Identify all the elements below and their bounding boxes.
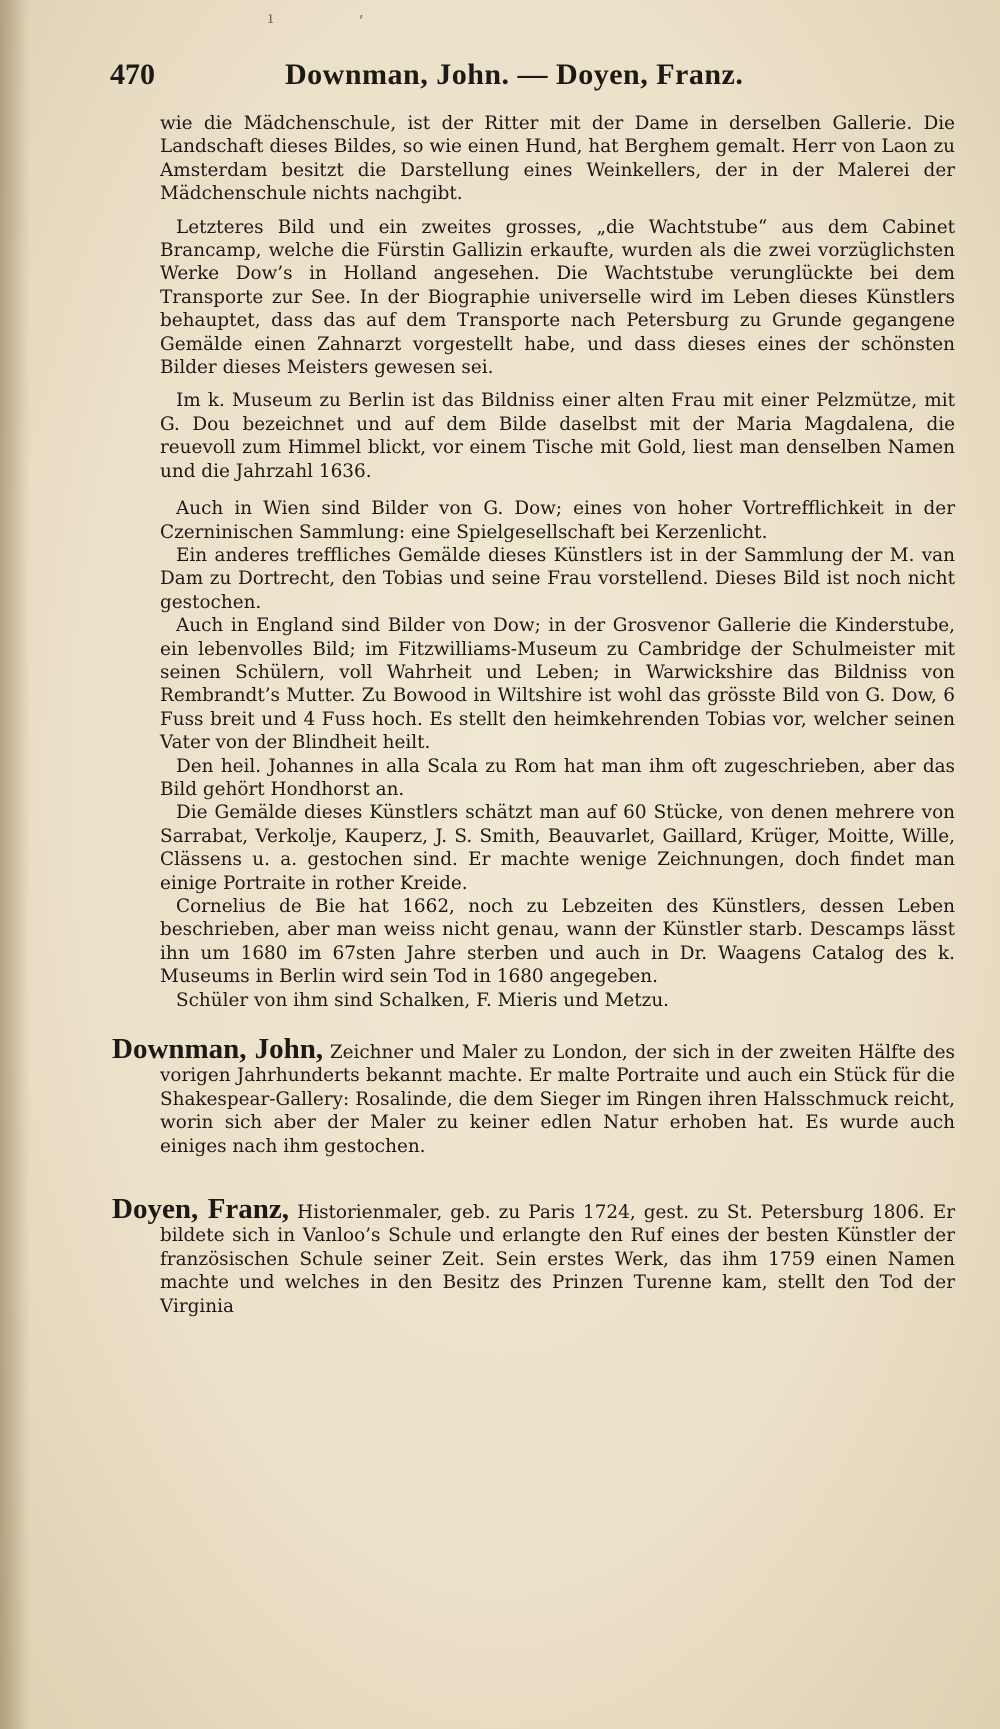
paragraph: Ein anderes treffliches Gemälde dieses Künstlers ist in der Sammlung der M. van Dam zu Dortrecht, den Tobias und seine Frau vorstellend. Dieses Bild ist noch nicht gestochen. <box>160 544 955 613</box>
running-title: Downman, John. — Doyen, Franz. <box>285 58 744 91</box>
page-header <box>110 58 960 102</box>
entry-doyen <box>112 1193 955 1318</box>
paragraph: wie die Mädchenschule, ist der Ritter mit der Dame in derselben Gallerie. Die Landschaft dieses Bildes, so wie einen Hund, hat Berghem gemalt. Herr von Laon zu Amsterdam besitzt die Darstellung eines Weinkellers, der in der Malerei der Mädchenschule nichts nachgibt. <box>160 113 955 205</box>
paragraph: Die Gemälde dieses Künstlers schätzt man auf 60 Stücke, von denen mehrere von Sarrabat, Verkolje, Kauperz, J. S. Smith, Beauvarlet, Gaillard, Krüger, Moitte, Wille, Clässens u. a. gestochen sind. Er machte wenige Zeichnungen, doch findet man einige Portraite in rother Kreide. <box>160 802 955 894</box>
entry-downman <box>112 1033 955 1158</box>
entry-text: Historienmaler, geb. zu Paris 1724, gest. zu St. Petersburg 1806. Er bildete sich in Vanloo’s Schule und erlangte den Ruf eines der besten Künstler der französischen Schule seiner Zeit. Sein erstes Werk, das ihm 1759 einen Namen machte und welches in den Besitz des Prinzen Turenne kam, stellt den Tod der Virginia <box>160 1202 955 1317</box>
entry-text: Zeichner und Maler zu London, der sich in der zweiten Hälfte des vorigen Jahrhunderts bekannt machte. Er malte Portraite und auch ein Stück für die Shakespear-Gallery: Rosalinde, die dem Sieger im Ringen ihren Halsschmuck reicht, worin sich aber der Maler zu keiner edlen Natur erhoben hat. Es wurde auch einiges nach ihm gestochen. <box>160 1042 955 1157</box>
paragraph: Im k. Museum zu Berlin ist das Bildniss einer alten Frau mit einer Pelzmütze, mit G. Dou bezeichnet und auf dem Bilde daselbst mit der Maria Magdalena, die reuevoll zum Himmel blickt, vor einem Tische mit Gold, liest man denselben Namen und die Jahrzahl 1636. <box>160 390 955 482</box>
scan-mark: ı <box>268 8 274 27</box>
binding-shadow <box>0 0 30 1729</box>
paragraph: Letzteres Bild und ein zweites grosses, „die Wachtstube“ aus dem Cabinet Brancamp, welche die Fürstin Gallizin erkaufte, wurden als die zwei vorzüglichsten Werke Dow’s in Holland angesehen. Die Wachtstube verunglückte bei dem Transporte zur See. In der Biographie universelle wird im Leben dieses Künstlers behauptet, dass das auf dem Transporte nach Petersburg zu Grunde gegangene Gemälde einen Zahnarzt vorgestellt habe, und dass dieses eines der schönsten Bilder dieses Meisters gewesen sei. <box>160 216 955 379</box>
paragraph: Cornelius de Bie hat 1662, noch zu Lebzeiten des Künstlers, dessen Leben beschrieben, aber man weiss nicht genau, wann der Künstler starb. Descamps lässt ihn um 1680 im 67sten Jahre sterben und auch in Dr. Waagens Catalog des k. Museums in Berlin wird sein Tod in 1680 angegeben. <box>160 896 955 988</box>
page-number: 470 <box>110 58 155 91</box>
paragraph: Auch in Wien sind Bilder von G. Dow; eines von hoher Vortrefflichkeit in der Czerninischen Sammlung: eine Spielgesellschaft bei Kerzenlicht. <box>160 498 955 543</box>
paragraph: Auch in England sind Bilder von Dow; in der Grosvenor Gallerie die Kinderstube, ein lebenvolles Bild; im Fitzwilliams-Museum zu Cambridge der Schulmeister mit seinen Schülern, voll Wahrheit und Leben; in Warwickshire das Bildniss von Rembrandt’s Mutter. Zu Bowood in Wiltshire ist wohl das grösste Bild von G. Dow, 6 Fuss breit und 4 Fuss hoch. Es stellt den heimkehrenden Tobias vor, welcher seinen Vater von der Blindheit heilt. <box>160 615 955 754</box>
paragraph: Schüler von ihm sind Schalken, F. Mieris und Metzu. <box>176 989 670 1011</box>
paragraph: Den heil. Johannes in alla Scala zu Rom hat man ihm oft zugeschrieben, aber das Bild gehört Hondhorst an. <box>160 755 955 800</box>
entry-heading: Doyen, Franz, <box>112 1193 290 1226</box>
body-text <box>112 112 955 1318</box>
entry-heading: Downman, John, <box>112 1033 324 1066</box>
scan-mark: ʼ <box>358 12 364 31</box>
